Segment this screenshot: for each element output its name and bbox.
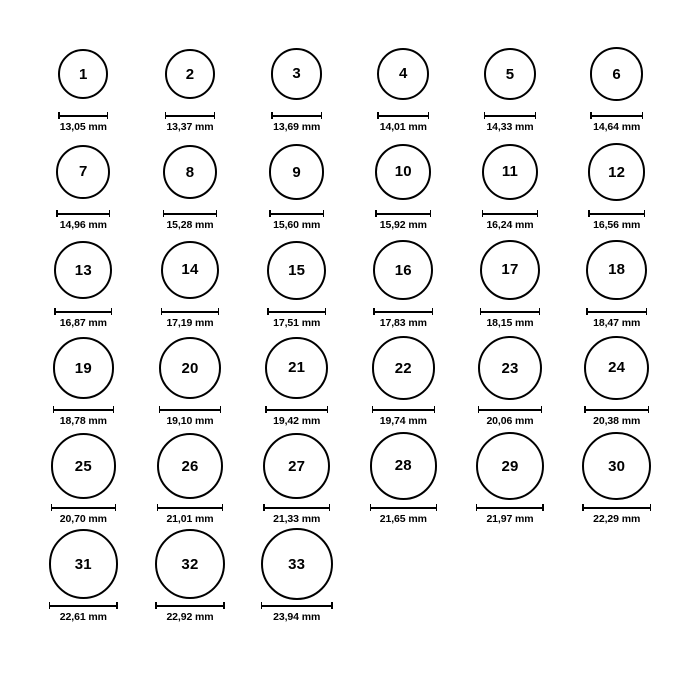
ring-diameter-label: 16,56 mm <box>593 219 641 231</box>
ring-circle <box>56 145 110 199</box>
caliper-icon <box>375 210 431 217</box>
ring-circle-wrap <box>157 432 223 500</box>
ring-circle-wrap <box>370 432 437 500</box>
caliper-icon <box>377 112 429 119</box>
ring-circle <box>582 432 651 501</box>
ring-size-number: 21 <box>288 359 306 377</box>
ring-circle-wrap <box>51 432 117 500</box>
ring-diameter-measure <box>263 504 330 525</box>
ring-diameter-label: 21,33 mm <box>273 513 321 525</box>
ring-diameter-measure <box>377 112 429 133</box>
ring-diameter-measure <box>159 406 221 427</box>
ring-circle <box>586 240 647 301</box>
ring-circle-wrap <box>53 334 115 402</box>
ring-circle <box>58 49 108 99</box>
ring-circle <box>163 145 218 200</box>
caliper-icon <box>484 112 537 119</box>
ring-diameter-measure <box>480 308 540 329</box>
ring-circle-wrap <box>159 334 221 402</box>
caliper-icon <box>373 308 433 315</box>
ring-size-cell <box>353 40 453 136</box>
ring-diameter-label: 19,74 mm <box>379 415 427 427</box>
ring-circle-wrap <box>476 432 544 500</box>
ring-size-cell <box>567 236 667 332</box>
ring-circle <box>165 49 216 100</box>
ring-size-number: 11 <box>501 163 519 181</box>
ring-circle-wrap <box>271 40 322 108</box>
ring-circle <box>271 48 322 99</box>
ring-circle-wrap <box>263 432 330 500</box>
caliper-icon <box>476 504 544 511</box>
ring-circle-wrap <box>54 236 112 304</box>
ring-diameter-measure <box>370 504 437 525</box>
ring-circle <box>372 336 436 400</box>
ring-size-number: 15 <box>288 261 306 279</box>
ring-circle <box>49 529 118 598</box>
ring-circle-wrap <box>586 236 647 304</box>
ring-circle <box>584 336 649 401</box>
ring-size-number: 16 <box>394 261 412 279</box>
ring-circle-wrap <box>482 138 538 206</box>
ring-circle-wrap <box>480 236 540 304</box>
ring-circle <box>53 337 115 399</box>
ring-circle-wrap <box>161 236 219 304</box>
ring-size-cell <box>353 236 453 332</box>
ring-circle-wrap <box>265 334 328 402</box>
ring-size-cell <box>460 334 560 430</box>
ring-diameter-label: 18,15 mm <box>486 317 534 329</box>
ring-diameter-label: 22,92 mm <box>166 611 214 623</box>
ring-diameter-measure <box>590 112 643 133</box>
caliper-icon <box>480 308 540 315</box>
ring-diameter-measure <box>375 210 431 231</box>
ring-diameter-label: 19,42 mm <box>273 415 321 427</box>
ring-size-number: 18 <box>608 261 626 279</box>
ring-size-cell <box>247 236 347 332</box>
ring-circle-wrap <box>588 138 645 206</box>
ring-size-number: 27 <box>288 457 306 475</box>
ring-size-number: 24 <box>608 359 626 377</box>
ring-diameter-measure <box>267 308 326 329</box>
ring-size-cell <box>33 138 133 234</box>
ring-circle <box>155 529 225 599</box>
caliper-icon <box>582 504 651 511</box>
ring-diameter-label: 17,19 mm <box>166 317 214 329</box>
ring-size-cell <box>247 334 347 430</box>
ring-circle <box>476 432 544 500</box>
ring-size-number: 3 <box>292 65 301 83</box>
ring-size-number: 19 <box>74 359 92 377</box>
ring-size-number: 6 <box>612 65 621 83</box>
ring-size-cell <box>140 334 240 430</box>
ring-diameter-measure <box>261 602 333 623</box>
caliper-icon <box>161 308 219 315</box>
ring-circle <box>377 48 429 100</box>
ring-diameter-label: 20,38 mm <box>593 415 641 427</box>
ring-diameter-label: 14,33 mm <box>486 121 534 133</box>
ring-circle <box>484 48 537 101</box>
ring-size-cell <box>33 334 133 430</box>
ring-size-number: 1 <box>79 65 88 83</box>
ring-circle-wrap <box>49 530 118 598</box>
ring-diameter-label: 22,29 mm <box>593 513 641 525</box>
ring-circle-wrap <box>377 40 429 108</box>
ring-size-number: 12 <box>608 163 626 181</box>
caliper-icon <box>53 406 115 413</box>
ring-circle-wrap <box>261 530 333 598</box>
caliper-icon <box>265 406 328 413</box>
caliper-icon <box>56 210 110 217</box>
ring-diameter-label: 22,61 mm <box>59 611 107 623</box>
ring-diameter-label: 16,24 mm <box>486 219 534 231</box>
ring-diameter-label: 21,97 mm <box>486 513 534 525</box>
ring-diameter-label: 15,28 mm <box>166 219 214 231</box>
ring-size-grid <box>30 40 670 628</box>
ring-size-cell <box>460 432 560 528</box>
caliper-icon <box>584 406 649 413</box>
ring-diameter-measure <box>482 210 538 231</box>
ring-circle <box>265 337 328 400</box>
ring-circle-wrap <box>582 432 651 500</box>
ring-size-number: 28 <box>394 457 412 475</box>
ring-diameter-measure <box>269 210 324 231</box>
ring-circle-wrap <box>58 40 108 108</box>
ring-size-cell <box>140 530 240 626</box>
ring-size-cell <box>33 432 133 528</box>
ring-size-number: 23 <box>501 359 519 377</box>
ring-diameter-measure <box>53 406 115 427</box>
ring-diameter-measure <box>476 504 544 525</box>
ring-size-cell <box>140 40 240 136</box>
ring-circle-wrap <box>375 138 431 206</box>
ring-diameter-measure <box>265 406 328 427</box>
ring-size-cell <box>247 40 347 136</box>
ring-size-cell <box>353 334 453 430</box>
ring-diameter-measure <box>157 504 223 525</box>
ring-size-cell <box>247 432 347 528</box>
ring-circle-wrap <box>372 334 436 402</box>
ring-size-number: 14 <box>181 261 199 279</box>
ring-diameter-label: 21,01 mm <box>166 513 214 525</box>
ring-diameter-measure <box>54 308 112 329</box>
caliper-icon <box>163 210 218 217</box>
ring-size-number: 2 <box>185 65 195 83</box>
ring-diameter-measure <box>586 308 647 329</box>
ring-circle <box>157 433 223 499</box>
ring-size-number: 25 <box>74 457 92 475</box>
ring-circle-wrap <box>584 334 649 402</box>
caliper-icon <box>49 602 118 609</box>
ring-circle <box>54 241 112 299</box>
ring-circle <box>269 144 324 199</box>
ring-size-number: 9 <box>292 163 301 181</box>
ring-circle <box>159 337 221 399</box>
ring-diameter-measure <box>372 406 436 427</box>
ring-size-cell <box>460 236 560 332</box>
ring-diameter-label: 20,70 mm <box>59 513 107 525</box>
ring-circle-wrap <box>373 236 433 304</box>
ring-circle-wrap <box>56 138 110 206</box>
ring-circle-wrap <box>269 138 324 206</box>
ring-circle-wrap <box>478 334 542 402</box>
ring-size-cell <box>353 138 453 234</box>
ring-circle <box>51 433 117 499</box>
ring-circle <box>482 144 538 200</box>
ring-diameter-measure <box>484 112 537 133</box>
ring-diameter-label: 16,87 mm <box>59 317 107 329</box>
ring-circle <box>373 240 433 300</box>
ring-circle <box>478 336 542 400</box>
caliper-icon <box>159 406 221 413</box>
ring-size-cell <box>33 236 133 332</box>
ring-diameter-measure <box>373 308 433 329</box>
caliper-icon <box>261 602 333 609</box>
ring-circle <box>263 433 330 500</box>
ring-size-number: 33 <box>288 555 306 573</box>
ring-size-cell <box>460 138 560 234</box>
ring-diameter-label: 19,10 mm <box>166 415 214 427</box>
ring-diameter-label: 17,51 mm <box>273 317 321 329</box>
ring-size-number: 31 <box>74 555 92 573</box>
caliper-icon <box>271 112 322 119</box>
caliper-icon <box>263 504 330 511</box>
ring-circle <box>375 144 431 200</box>
ring-circle <box>590 47 643 100</box>
caliper-icon <box>157 504 223 511</box>
caliper-icon <box>478 406 542 413</box>
ring-size-cell <box>140 236 240 332</box>
caliper-icon <box>370 504 437 511</box>
ring-circle-wrap <box>267 236 326 304</box>
caliper-icon <box>372 406 436 413</box>
ring-diameter-measure <box>165 112 216 133</box>
ring-diameter-measure <box>588 210 645 231</box>
ring-circle <box>161 241 219 299</box>
ring-size-cell <box>567 432 667 528</box>
ring-size-number: 32 <box>181 555 199 573</box>
caliper-icon <box>155 602 225 609</box>
ring-circle <box>370 432 437 499</box>
ring-diameter-measure <box>51 504 117 525</box>
ring-circle <box>480 240 540 300</box>
ring-diameter-measure <box>478 406 542 427</box>
ring-size-cell <box>247 530 347 626</box>
ring-size-number: 26 <box>181 457 199 475</box>
ring-size-cell <box>33 40 133 136</box>
ring-size-cell <box>140 432 240 528</box>
ring-size-cell <box>567 40 667 136</box>
caliper-icon <box>586 308 647 315</box>
ring-diameter-measure <box>56 210 110 231</box>
ring-diameter-label: 14,64 mm <box>593 121 641 133</box>
ring-diameter-label: 13,37 mm <box>166 121 214 133</box>
ring-diameter-measure <box>49 602 118 623</box>
caliper-icon <box>269 210 324 217</box>
ring-circle-wrap <box>590 40 643 108</box>
caliper-icon <box>58 112 108 119</box>
ring-diameter-label: 17,83 mm <box>379 317 427 329</box>
ring-diameter-label: 18,47 mm <box>593 317 641 329</box>
caliper-icon <box>267 308 326 315</box>
ring-size-number: 17 <box>501 261 519 279</box>
ring-diameter-label: 13,05 mm <box>59 121 107 133</box>
ring-size-cell <box>460 40 560 136</box>
ring-diameter-measure <box>271 112 322 133</box>
ring-diameter-measure <box>161 308 219 329</box>
ring-diameter-measure <box>584 406 649 427</box>
ring-size-cell <box>247 138 347 234</box>
ring-size-cell <box>33 530 133 626</box>
caliper-icon <box>588 210 645 217</box>
ring-diameter-label: 18,78 mm <box>59 415 107 427</box>
caliper-icon <box>165 112 216 119</box>
ring-size-cell <box>140 138 240 234</box>
ring-diameter-measure <box>163 210 218 231</box>
ring-size-number: 10 <box>394 163 412 181</box>
ring-size-number: 5 <box>505 65 515 83</box>
caliper-icon <box>482 210 538 217</box>
ring-diameter-label: 13,69 mm <box>273 121 321 133</box>
ring-size-number: 4 <box>399 65 408 83</box>
ring-size-number: 8 <box>185 163 195 181</box>
ring-diameter-measure <box>155 602 225 623</box>
ring-diameter-label: 21,65 mm <box>379 513 427 525</box>
ring-circle-wrap <box>155 530 225 598</box>
ring-size-number: 30 <box>608 457 626 475</box>
ring-size-cell <box>567 138 667 234</box>
ring-size-number: 13 <box>74 261 92 279</box>
ring-circle <box>261 528 333 600</box>
ring-circle-wrap <box>163 138 218 206</box>
ring-diameter-label: 23,94 mm <box>273 611 321 623</box>
ring-diameter-measure <box>58 112 108 133</box>
ring-size-number: 22 <box>394 359 412 377</box>
ring-circle-wrap <box>165 40 216 108</box>
ring-size-cell <box>353 432 453 528</box>
ring-diameter-label: 15,92 mm <box>379 219 427 231</box>
ring-diameter-label: 15,60 mm <box>273 219 321 231</box>
caliper-icon <box>54 308 112 315</box>
ring-size-cell <box>567 334 667 430</box>
ring-size-number: 29 <box>501 457 519 475</box>
caliper-icon <box>590 112 643 119</box>
ring-size-number: 7 <box>79 163 88 181</box>
ring-diameter-measure <box>582 504 651 525</box>
ring-circle <box>267 241 326 300</box>
ring-diameter-label: 14,96 mm <box>59 219 107 231</box>
caliper-icon <box>51 504 117 511</box>
ring-size-number: 20 <box>181 359 199 377</box>
ring-diameter-label: 14,01 mm <box>379 121 427 133</box>
ring-circle-wrap <box>484 40 537 108</box>
ring-circle <box>588 143 645 200</box>
ring-diameter-label: 20,06 mm <box>486 415 534 427</box>
